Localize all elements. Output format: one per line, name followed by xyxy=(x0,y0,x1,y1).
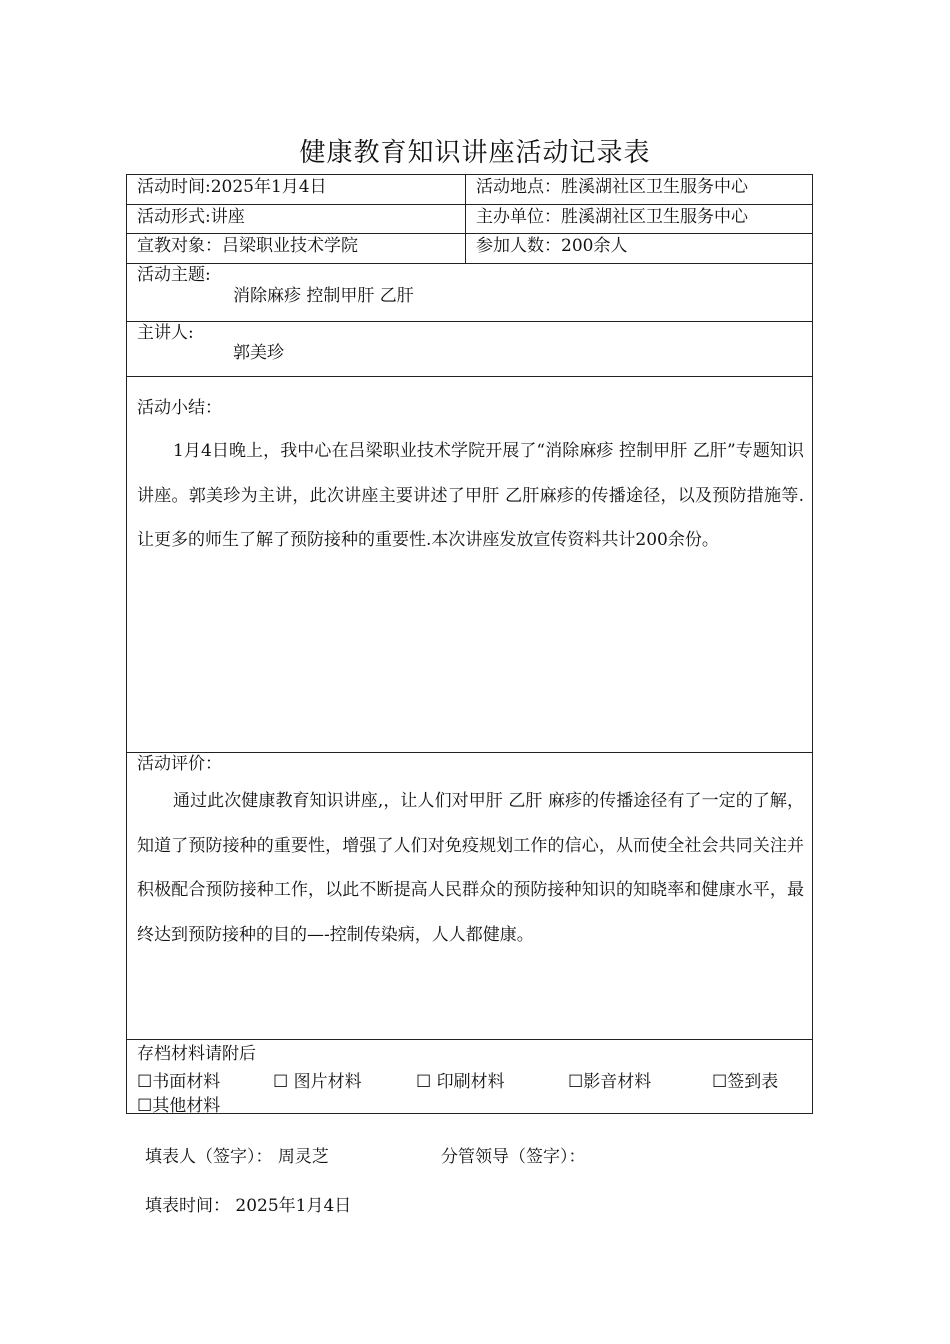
summary-section xyxy=(127,377,812,753)
table-row xyxy=(127,175,812,205)
participant-count: 参加人数：200余人 xyxy=(476,236,628,256)
checkbox-printed-materials[interactable]: ☐ 印刷材料 xyxy=(416,1072,505,1092)
checkbox-other-materials[interactable]: ☐其他材料 xyxy=(137,1096,221,1116)
page-title: 健康教育知识讲座活动记录表 xyxy=(299,138,651,168)
theme-section xyxy=(127,264,812,322)
checkbox-written-materials[interactable]: ☐书面材料 xyxy=(137,1072,221,1092)
audience: 宣教对象：吕梁职业技术学院 xyxy=(127,234,466,263)
speaker-label: 主讲人: xyxy=(137,323,194,343)
leader-signature: 分管领导（签字）： xyxy=(441,1147,586,1167)
theme-value: 消除麻疹 控制甲肝 乙肝 xyxy=(233,286,414,306)
activity-time: 活动时间:2025年1月4日 xyxy=(127,175,466,204)
table-row xyxy=(127,234,812,264)
evaluation-section xyxy=(127,753,812,1040)
checkbox-photo-materials[interactable]: ☐ 图片材料 xyxy=(273,1072,362,1092)
record-table xyxy=(126,174,813,1114)
checkbox-sign-in-sheet[interactable]: ☐签到表 xyxy=(712,1072,779,1092)
summary-text: 1月4日晚上，我中心在吕梁职业技术学院开展了“消除麻疹 控制甲肝 乙肝”专题知识讲座。郭美珍为主讲，此次讲座主要讲述了甲肝 乙肝麻疹的传播途径，以及预防措施等.让更多的师生了解了预防接种的重要性.本次讲座发放宣传资料共计200余份。 xyxy=(137,441,804,550)
filler-signature: 填表人（签字）： 周灵芝 xyxy=(145,1147,329,1167)
fill-date: 填表时间： 2025年1月4日 xyxy=(145,1196,352,1216)
evaluation-label: 活动评价： xyxy=(137,754,222,774)
activity-place: 活动地点：胜溪湖社区卫生服务中心 xyxy=(476,177,748,197)
checkbox-audio-video-materials[interactable]: ☐影音材料 xyxy=(568,1072,652,1092)
organizer: 主办单位：胜溪湖社区卫生服务中心 xyxy=(476,207,748,227)
speaker-value: 郭美珍 xyxy=(233,343,284,363)
table-row xyxy=(127,205,812,234)
activity-form: 活动形式:讲座 xyxy=(127,205,466,233)
archive-section xyxy=(127,1040,812,1115)
archive-label: 存档材料请附后 xyxy=(137,1044,256,1064)
summary-label: 活动小结： xyxy=(137,398,222,418)
speaker-section xyxy=(127,322,812,377)
evaluation-text: 通过此次健康教育知识讲座,，让人们对甲肝 乙肝 麻疹的传播途径有了一定的了解，知道了预防接种的重要性，增强了人们对免疫规划工作的信心，从而使全社会共同关注并积极配合预防接种工作，以此不断提高人民群众的预防接种知识的知晓率和健康水平，最终达到预防接种的目的—-控制传染病，人人都健康。 xyxy=(137,791,804,945)
theme-label: 活动主题: xyxy=(137,265,211,285)
